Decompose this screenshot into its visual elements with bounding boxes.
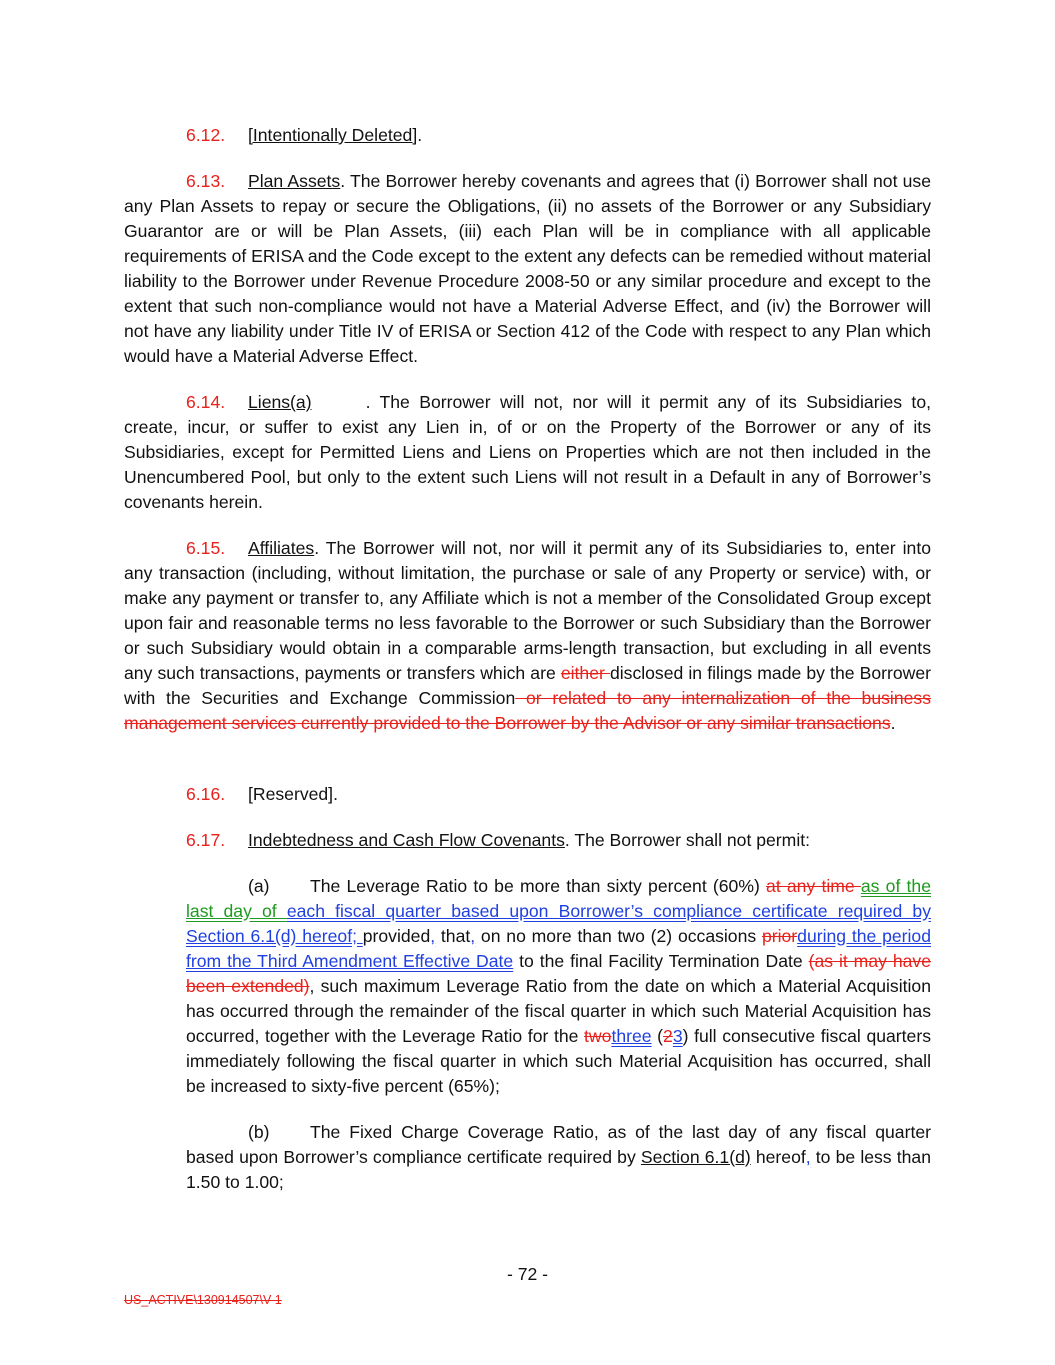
section-6-13 <box>124 169 931 369</box>
section-body: . The Borrower will not, nor will it permit any of its Subsidiaries to, enter into any transaction (including, without limitation, the purchase or sale of any Property or service) with, or make any payment or transfer to, any Affiliate which is not a member of the Consolidated Group except upon fair and reasonable terms no less favorable to the Borrower or such Subsidiary than the Borrower or such Subsidiary would obtain in a comparable arms-length transaction, but excluding in all events any such transactions, payments or transfers which are <box>124 538 931 683</box>
section-title: Affiliates <box>248 538 315 558</box>
inserted-text: , <box>805 1147 811 1167</box>
section-body: . The Borrower will not, nor will it permit any of its Subsidiaries to, create, incur, or suffer to exist any Lien in, of or on the Property of the Borrower or any of its Subsidiaries, except for Permitted Liens and Liens on Properties which are not then included in the Unencumbered Pool, but only to the extent such Liens will not result in a Default in any of Borrower’s covenants herein. <box>124 392 931 512</box>
section-body: . The Borrower shall not permit: <box>564 830 811 850</box>
inserted-text: , <box>430 926 436 946</box>
section-end: . <box>890 713 896 733</box>
section-reference: Section 6.1(d) <box>640 1147 751 1167</box>
section-number: 6.17. <box>186 830 226 850</box>
text-run: on no more than two (2) occasions <box>475 926 762 946</box>
section-number: 6.12. <box>186 125 226 145</box>
inserted-text: three <box>611 1026 652 1046</box>
section-6-14 <box>124 390 931 515</box>
section-6-16 <box>124 782 931 807</box>
inserted-text: 3 <box>672 1026 683 1046</box>
text-run: to the final Facility Termination Date <box>513 951 809 971</box>
deleted-text: prior <box>761 926 798 946</box>
section-title: [Reserved]. <box>248 784 338 804</box>
section-number: 6.16. <box>186 784 226 804</box>
section-title: Indebtedness and Cash Flow Covenants <box>248 830 565 850</box>
section-title: Liens(a) <box>248 392 312 412</box>
section-6-15 <box>124 536 931 736</box>
text-run: ) full consecutive fiscal quarters immediately following the fiscal quarter in which such Material Acquisition has occurred, shall be increased to sixty-five percent (65%); <box>186 1026 931 1096</box>
inserted-text: as of the last day of <box>186 876 931 921</box>
text-run: to be less than 1.50 to 1.00; <box>186 1147 931 1192</box>
subsection-label: (b) <box>248 1122 270 1142</box>
text-run: provided <box>362 926 431 946</box>
section-title: [Intentionally Deleted] <box>248 125 418 145</box>
text-run: The Fixed Charge Coverage Ratio, as of the last day of any fiscal quarter based upon Borrower’s compliance certificate required by <box>186 1122 931 1167</box>
section-6-12 <box>124 123 931 148</box>
text-run: that <box>435 926 471 946</box>
inserted-text: during the period from the Third Amendment Effective Date <box>186 926 931 971</box>
subsection-a <box>186 874 931 1099</box>
subsection-label: (a) <box>248 876 270 896</box>
inserted-text: each fiscal quarter based upon Borrower’s compliance certificate required by Section 6.1(d) hereof; <box>186 901 931 946</box>
section-6-17 <box>124 828 931 853</box>
deleted-text: or related to any internalization of the business management services currently provided to the Borrower by the Advisor or any similar transactions <box>124 688 931 733</box>
deleted-text: at any time <box>766 876 861 896</box>
text-run: , such maximum Leverage Ratio from the date on which a Material Acquisition has occurred through the remainder of the fiscal quarter in which such Material Acquisition has occurred, together with the Leverage Ratio for the <box>186 976 932 1046</box>
deleted-text: 2 <box>663 1026 673 1046</box>
document-id: US_ACTIVE\130914507\V-1 <box>124 1293 282 1307</box>
subsection-b <box>186 1120 931 1195</box>
deleted-text: either <box>560 663 610 683</box>
section-number: 6.15. <box>186 538 226 558</box>
text-run: ( <box>651 1026 664 1046</box>
text-run: hereof <box>750 1147 806 1167</box>
text-run: The Leverage Ratio to be more than sixty percent (60%) <box>310 876 767 896</box>
section-title: Plan Assets <box>248 171 341 191</box>
page-number: - 72 - <box>506 1264 549 1284</box>
section-number: 6.13. <box>186 171 226 191</box>
section-number: 6.14. <box>186 392 226 412</box>
inserted-text: , <box>470 926 476 946</box>
deleted-text: (as it may have been extended) <box>186 951 931 996</box>
section-body: disclosed in filings made by the Borrower with the Securities and Exchange Commission <box>124 663 931 708</box>
section-end: . <box>417 125 423 145</box>
section-body: . The Borrower hereby covenants and agrees that (i) Borrower shall not use any Plan Assets to repay or secure the Obligations, (ii) no assets of the Borrower or any Subsidiary Guarantor are or will be Plan Assets, (iii) each Plan will be in compliance with all applicable requirements of ERISA and the Code except to the extent any defects can be remedied without material liability to the Borrower under Revenue Procedure 2008-50 or any similar procedure and except to the extent that such non-compliance would not have a Material Adverse Effect, and (iv) the Borrower will not have any liability under Title IV of ERISA or Section 412 of the Code with respect to any Plan which would have a Material Adverse Effect. <box>124 171 931 366</box>
deleted-text: two <box>584 1026 612 1046</box>
